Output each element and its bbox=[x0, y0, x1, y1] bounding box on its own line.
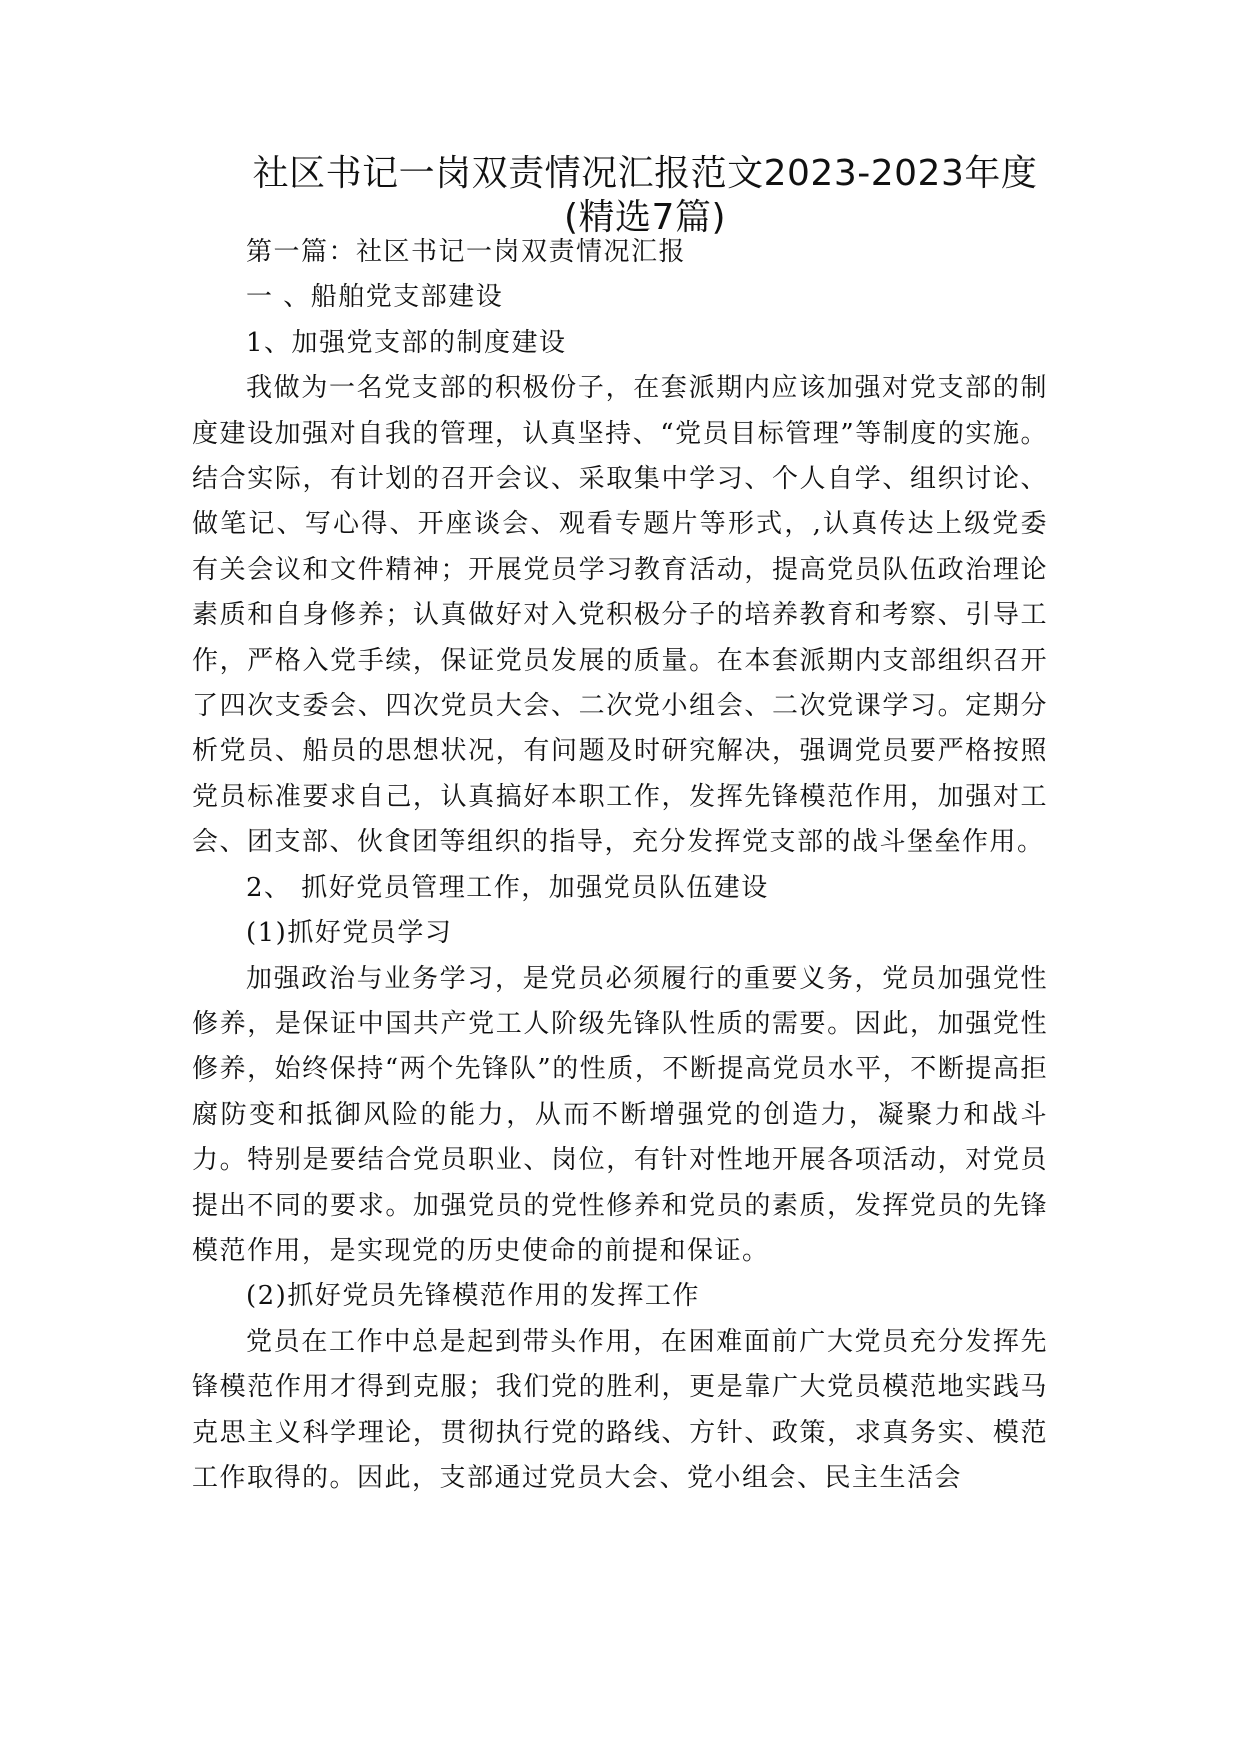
section-heading: 第一篇：社区书记一岗双责情况汇报 bbox=[246, 237, 687, 267]
section-heading: (1)抓好党员学习 bbox=[246, 918, 453, 949]
section-heading: 1、加强党支部的制度建设 bbox=[246, 327, 567, 358]
section-heading: 2、 抓好党员管理工作，加强党员队伍建设 bbox=[246, 872, 769, 903]
body-paragraph: 我做为一名党支部的积极份子，在套派期内应该加强对党支部的制度建设加强对自我的管理，认真坚持、“党员目标管理”等制度的实施。结合实际，有计划的召开会议、采取集中学习、个人自学、组织讨论、做笔记、写心得、开座谈会、观看专题片等形式，,认真传达上级党委有关会议和文件精神；开展党员学习教育活动，提高党员队伍政治理论素质和自身修养；认真做好对入党积极分子的培养教育和考察、引导工作，严格入党手续，保证党员发展的质量。在本套派期内支部组织召开了四次支委会、四次党员大会、二次党小组会、二次党课学习。定期分析党员、船员的思想状况，有问题及时研究解决，强调党员要严格按照党员标准要求自己，认真搞好本职工作，发挥先锋模范作用，加强对工会、团支部、伙食团等组织的指导，充分发挥党支部的战斗堡垒作用。 bbox=[192, 373, 1048, 858]
document-title: 社区书记一岗双责情况汇报范文2023-2023年度(精选7篇) bbox=[252, 153, 1038, 238]
body-paragraph: 加强政治与业务学习，是党员必须履行的重要义务，党员加强党性修养，是保证中国共产党工人阶级先锋队性质的需要。因此，加强党性修养，始终保持“两个先锋队”的性质，不断提高党员水平，不断提高拒腐防变和抵御风险的能力，从而不断增强党的创造力，凝聚力和战斗力。特别是要结合党员职业、岗位，有针对性地开展各项活动，对党员提出不同的要求。加强党员的党性修养和党员的素质，发挥党员的先锋模范作用，是实现党的历史使命的前提和保证。 bbox=[192, 963, 1048, 1266]
body-paragraph: 党员在工作中总是起到带头作用，在困难面前广大党员充分发挥先锋模范作用才得到克服；我们党的胜利，更是靠广大党员模范地实践马克思主义科学理论，贯彻执行党的路线、方针、政策，求真务实、模范工作取得的。因此，支部通过党员大会、党小组会、民主生活会 bbox=[192, 1326, 1048, 1493]
section-heading: 一 、船舶党支部建设 bbox=[246, 282, 504, 313]
section-heading: (2)抓好党员先锋模范作用的发挥工作 bbox=[246, 1281, 700, 1312]
document-body bbox=[192, 230, 1048, 1501]
